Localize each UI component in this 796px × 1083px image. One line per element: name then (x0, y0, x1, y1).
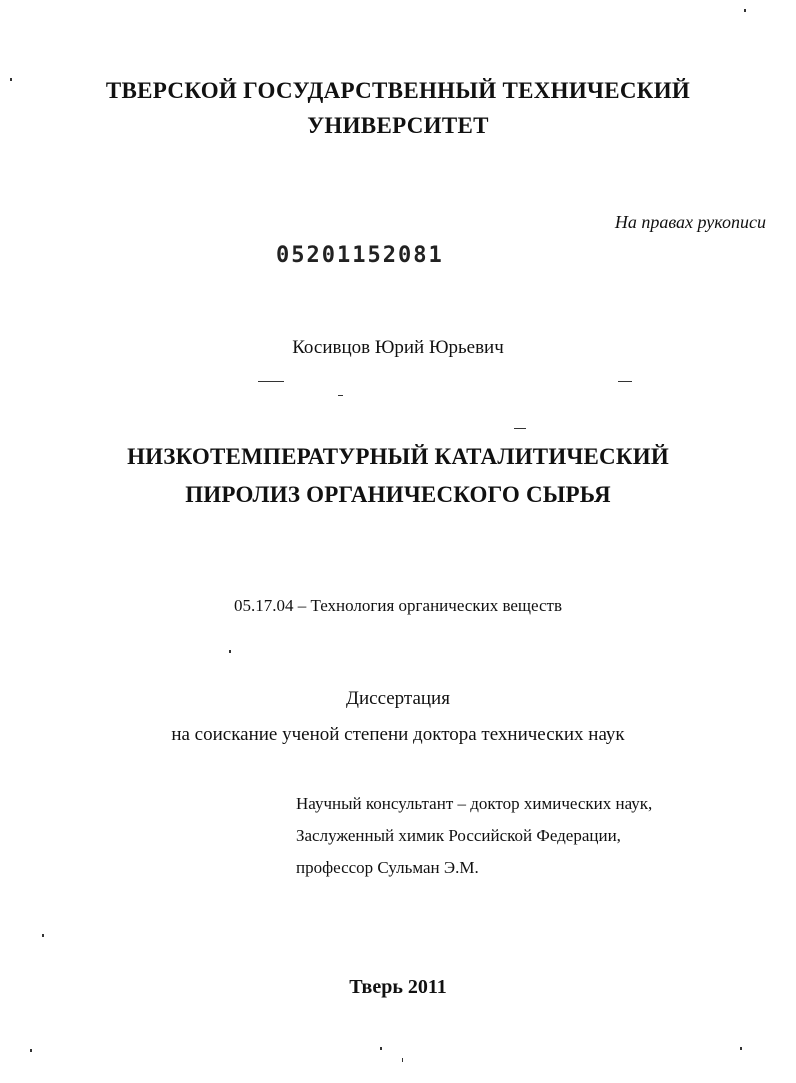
manuscript-note: На правах рукописи (614, 212, 766, 232)
consultant-line-1: Научный консультант – доктор химических наук, (296, 794, 653, 813)
university-name-line-2: УНИВЕРСИТЕТ (307, 113, 489, 138)
thesis-title-line-1: НИЗКОТЕМПЕРАТУРНЫЙ КАТАЛИТИЧЕСКИЙ (127, 444, 669, 469)
scan-artifact (258, 381, 284, 382)
scan-artifact (744, 9, 746, 12)
specialty-code: 05.17.04 – Технология органических веществ (234, 596, 562, 615)
archive-number: 05201152081 (276, 243, 444, 268)
dissertation-degree: на соискание ученой степени доктора технических наук (171, 724, 625, 745)
scan-artifact (30, 1049, 32, 1052)
scan-artifact (338, 395, 343, 396)
place-and-year: Тверь 2011 (349, 976, 447, 998)
scan-artifact (229, 650, 231, 653)
author-name: Косивцов Юрий Юрьевич (292, 337, 504, 358)
scan-artifact (618, 381, 632, 382)
university-name-line-1: ТВЕРСКОЙ ГОСУДАРСТВЕННЫЙ ТЕХНИЧЕСКИЙ (105, 78, 691, 103)
dissertation-type: Диссертация (346, 688, 450, 709)
consultant-line-3: профессор Сульман Э.М. (296, 858, 479, 877)
scan-artifact (514, 428, 526, 429)
scan-artifact (740, 1047, 742, 1050)
scan-artifact (10, 78, 12, 81)
scan-artifact (402, 1058, 403, 1062)
consultant-line-2: Заслуженный химик Российской Федерации, (296, 826, 621, 845)
scan-artifact (380, 1047, 382, 1050)
thesis-title-line-2: ПИРОЛИЗ ОРГАНИЧЕСКОГО СЫРЬЯ (185, 482, 611, 507)
scan-artifact (42, 934, 44, 937)
